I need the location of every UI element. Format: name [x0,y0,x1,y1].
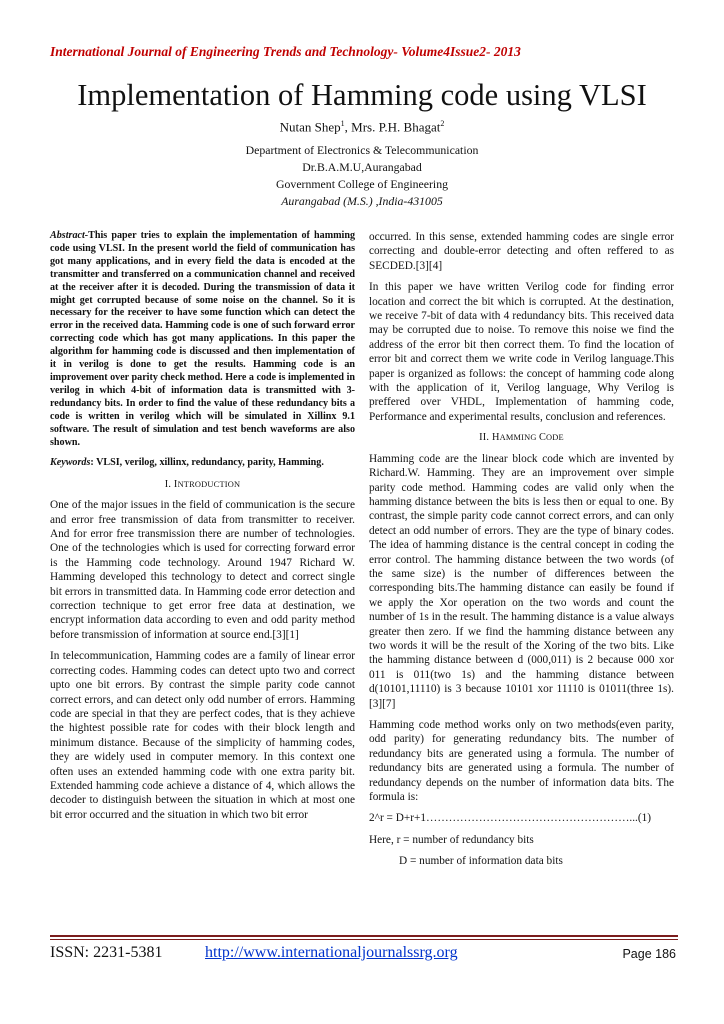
intro-paragraph-3: occurred. In this sense, extended hamming codes are single error correcting and double-error detecting and often reffered to as SECDED.[3][4] [369,231,674,272]
affiliation-department: Department of Electronics & Telecommunication [245,143,479,157]
affiliation-university: Dr.B.A.M.U,Aurangabad [302,160,422,174]
authors-line [0,119,724,135]
affiliation-college: Government College of Engineering [276,177,448,191]
section-title-rest: ODE [546,433,564,443]
affiliation-block [0,142,724,210]
footer-page-number: Page 186 [622,947,676,961]
abstract [50,230,355,449]
right-column [369,230,674,876]
section-heading-hamming-code [369,431,674,445]
section-number: II. H [479,432,500,444]
left-column [50,230,355,829]
hamming-paragraph-2: Hamming code method works only on two methods(even parity, odd parity) for generating redundancy bits. The number of redundancy bits are generated using a formula. The number of redundancy bits are generated using a formula. The number of redundancy depends on the number of information data bits. The formula is: [369,719,674,804]
abstract-label: Abstract- [50,230,89,241]
keywords-label: Keywords [50,457,91,469]
section-heading-introduction [50,478,355,492]
author-1: Nutan Shep [279,119,341,135]
paper-title: Implementation of Hamming code using VLSI [77,78,647,112]
author-2: Mrs. P.H. Bhagat [351,119,441,135]
intro-paragraph-4: In this paper we have written Verilog code for finding error location and correct the bit which is corrupted. At the destination, we receive 7-bit of data with 4 redundancy bits. This received data may be corrupted due to noise. To remove this noise we find the address of the error bit then correct them. To find the location of error bit and correct them we write code in Verilog language.This paper is organized as follows: the concept of hamming code along with the application of it, Verilog language, Why Verilog is preffered over VHDL, Implementation of hamming code, Performance and experimental results, conclusion and references. [369,281,674,423]
footer-issn: ISSN: 2231-5381 [50,944,163,961]
formula-definition-r: Here, r = number of redundancy bits [369,833,534,846]
section-title-mid: AMMING [499,433,539,443]
author-1-affil-mark: 1 [340,119,345,128]
intro-paragraph-2: In telecommunication, Hamming codes are a family of linear error correcting codes. Hamming codes can detect upto two and correct upto one bit errors. By contrast the simple parity code cannot correct errors, and can detect only odd number of errors. Hamming code are special in that they are perfect codes, that is they achieve the hightest possible rate for codes with their block length and minimum distance. Because of the simplicity of hamming codes, they are widely used in computer memory. In this context one often uses an extended hamming code with one extra parity bit. Extended hamming code achieve a distance of 4, which allows the decoder to distinguish between the situation in which at most one bit error occurred and the situation in which two bit error [50,650,355,821]
section-number: I. I [164,478,178,490]
author-separator: , [344,119,352,135]
affiliation-location: Aurangabad (M.S.) ,India-431005 [281,194,443,208]
intro-paragraph-1: One of the major issues in the field of communication is the secure and error free transmission of data from transmitter to receiver. And for error free transmission there are number of technologies. One of the technologies which is used for correcting forward error is the Hamming code technology. Around 1947 Richard W. Hamming developed this technology to detect and correct single bit errors in transmitted data. In Hamming code error detection and correction technique to get error free data at destination, we encrypt information data according to even and odd parity method before transmission of information at source end.[3][1] [50,499,355,641]
abstract-text: This paper tries to explain the implementation of hamming code using VLSI. In the present world the field of communication has got many applications, and in every field the data is encoded at the transmitter and transferred on a communication channel and received at the receiver after it is decoded. During the transmission of data it might get corrupted because of some noise on the channel. So it is necessary for the receiver to have some function which can detect the error in the received data. Hamming code is one of such forward error correcting code which has got many applications. In this paper the algorithm for hamming code is discussed and then implementation of it in verilog is done to get the results. Hamming code is an improvement over parity check method. Here a code is implemented in verilog in which 4-bit of information data is transmitted with 3-redundancy bits. In order to find the value of these redundancy bits a code is written in verilog which will be simulated in Xillinx 9.1 software. The result of simulation and test bench waveforms are also shown. [50,230,355,448]
keywords-text: : VLSI, verilog, xillinx, redundancy, parity, Hamming. [90,457,324,469]
journal-header: International Journal of Engineering Trends and Technology- Volume4Issue2- 2013 [50,44,521,59]
formula-definition-d: D = number of information data bits [399,855,563,868]
author-2-affil-mark: 2 [440,119,445,128]
footer-journal-link[interactable]: http://www.internationaljournalssrg.org [205,944,458,961]
hamming-paragraph-1: Hamming code are the linear block code which are invented by Richard.W. Hamming. They are an improvement over simple parity code method. Hamming codes are valid only when the hamming distance between the bits is less then or equal to one. By contrast, the simple parity code cannot correct errors, and can only detect an odd number of errors. They are the type of binary codes. The idea of hamming distance is the central concept in coding the error control. The hamming distance between the two words (of the same size) is the number of differences between the corresponding bits.The hamming distance can easily be found if we apply the Xor operation on the two words and count the number of 1s in the result. The hamming distance is a value always greater then zero. If we find the hamming distance between any two words it will be the result of the Xoring of the two bits. Like the hamming distance between d (000,011) is 2 because 000 xor 011 is 011(two 1s) and the hamming distance between d(10101,11110) is 3 because 10101 xor 11110 is 01011(three 1s).[3][7] [369,452,674,710]
keywords [50,456,355,470]
section-title-rest: NTRODUCTION [177,479,241,489]
footer-rule-thin [50,939,678,940]
footer-rule-thick [50,935,678,937]
formula-equation: 2^r = D+r+1………………………………………………...(1) [369,812,652,825]
section-title-cap: C [538,432,547,444]
